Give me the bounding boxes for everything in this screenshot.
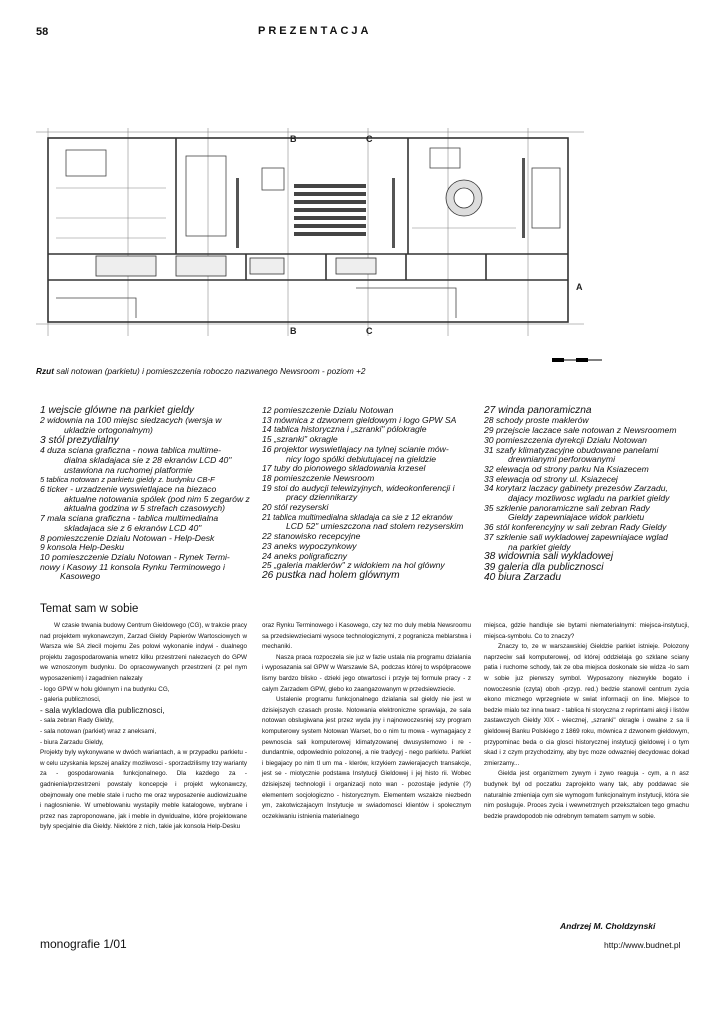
legend-item: 22 stanowisko recepcyjne (262, 531, 361, 542)
legend-item: 13 mównica z dzwonem gieldowym i logo GPW SA (262, 414, 457, 425)
legend-item: 8 pomieszczenie Dzialu Notowan - Help-Desk (40, 532, 215, 543)
legend-item: 18 pomieszczenie Newsroom (262, 472, 375, 483)
legend-item: 14 tablica historyczna i „szranki" pólokragle (262, 424, 427, 435)
legend-item: drewnianymi perforowanymi (508, 454, 615, 465)
legend-item: pracy dziennikarzy (286, 492, 358, 503)
legend-item: 15 „szranki" okragle (262, 434, 338, 445)
legend-item: 1 wejscie glówne na parkiet gieldy (40, 405, 195, 416)
list-item: - galeria publicznosci, (40, 696, 101, 704)
article-column-2 (262, 621, 471, 822)
legend-item: 4 duza sciana graficzna - nowa tablica multime- (40, 445, 222, 456)
legend-item: na parkiet gieldy (508, 541, 571, 552)
paragraph: Nasza praca rozpoczela sie juz w fazie ustala nia programu dzialania i wyposazania sal GPW w Warszawie SA, podczas której to wspólpracowe lismy bardzo blisko - dzieki jego otwartosci i przyje tej formule pracy - z calym Zarzadem GPW, glebo ko zaangazowanym w przedsiewziecie. (262, 653, 471, 693)
legend-column-2 (262, 406, 482, 581)
legend-item: 32 elewacja od strony parku Na Ksiazecem (484, 463, 649, 474)
legend-item: 25 „galeria maklerów" z widokiem na hol glówny (262, 560, 445, 571)
page-number: 58 (36, 26, 49, 38)
legend-item: 40 biura Zarzadu (484, 572, 562, 584)
legend-item: 9 konsola Help-Desku (40, 542, 125, 553)
floor-plan-drawing (36, 128, 584, 336)
legend-item: 31 szafy klimatyzacyjne obudowane panelami (484, 444, 659, 455)
legend-item: LCD 52" umieszczona nad stolem rezyserskim (286, 521, 464, 532)
paragraph: miejsca, gdzie handluje sie bytami niematerialnymi: miejsca-instytucji, miejsca-symbolu. Co to znaczy? (484, 622, 689, 640)
paragraph: Znaczy to, ze w warszawskiej Gieldzie parkiet istnieje. Polozony naprzeciw sali komputerowej, od której oddzielaja go szklane sciany patia i ruchome schody, tak ze oba miejsca doskonale sie widza -lo sam w sobie juz pierwszy symbol. Wyposazony niezwykle bogato i nowoczesnie (czyta) oboh -przyp. red.) bedzie stanowil centrum zycia ekono micznego wprzegniete w swiat informacji on line. Miejsce to bedzie mialo tez inna twarz - tablica hi storyczna z reprintami akcji i listów zastawczych Gieldy XIX - wiecznej, „szranki" okragle i owalne z sa li gieldowej Banku Polskiego z 1869 roku, mównica z dzwonem gieldowym, przypominac beda o cia glosci historycznej instytucji gieldowej i o tym skad i z czym przychodzimy, aby byc moze odwazniej decydowac dokad zmierzamy... (484, 643, 689, 767)
legend-item: 38 widownia sali wykladowej (484, 551, 614, 563)
legend-item: 37 szklenie sali wykladowej zapewniajace wglad (484, 531, 668, 542)
legend-item: Gieldy zapewniajace widok parkietu (508, 512, 645, 523)
paragraph: oraz Rynku Terminowego i Kasowego, czy tez mo duly mebla Newsroomu sa przedsiewzieciami wysoce technologicznymi, z pogranicza meblarstwa i mechaniki. (262, 622, 471, 651)
legend-column-1 (40, 406, 255, 582)
paragraph: W czasie trwania budowy Centrum Gieldowego (CG), w trakcie pracy nad projektem wykonawczym, Zarzad Gieldy Papierów Wartosciowych w Warsza wie SA zlecil mojemu Zes polowi wykonanie indywi - dualnego projektu zagospodarowania wnetrz kilku przestrzeni nalezacych do GPW we wznoszonym budynku. Do opracowywanych przestrzeni (z pel nym wyposazeniem) i zagadnien nalezaly (40, 622, 247, 682)
caption-bold: Rzut (36, 366, 54, 376)
legend-item: 28 schody proste maklerów (484, 415, 589, 426)
plan-axis-label: C (366, 134, 373, 144)
legend-item: 6 ticker - urzadzenie wyswietlajace na biezaco (40, 484, 217, 495)
list-item: - sala notowan (parkiet) wraz z aneksami, (40, 727, 157, 735)
legend-item: 19 stoi do audycji telewizyjnych, wideokonferencji i (262, 482, 455, 493)
legend-column-3 (484, 406, 699, 583)
legend-item: nowy i Kasowy 11 konsola Rynku Terminowego i (40, 561, 225, 572)
list-item: - sala wykladowa dla publicznosci, (40, 705, 165, 715)
legend-item: aktualna godzina w 5 strefach czasowych) (64, 503, 225, 514)
plan-axis-label: C (366, 326, 373, 336)
legend-item: 21 tablica multimedialna skladaja ca sie z 12 ekranów (262, 512, 453, 522)
list-item: - sala zebran Rady Gieldy, (40, 717, 114, 725)
legend-item: skladajaca sie z 6 ekranów LCD 40" (64, 522, 202, 533)
legend-item: nicy logo spólki debiutujacej na gieldzie (286, 453, 437, 464)
legend-item: 20 stól rezyserski (262, 502, 329, 513)
figure-caption (36, 366, 596, 376)
article-column-1 (40, 621, 247, 833)
legend-item: 29 przejscie laczace sale notowan z Newsroomem (484, 425, 677, 436)
legend-item: 35 szklenie panoramiczne sali zebran Rady (484, 502, 650, 513)
legend-item: 30 pomieszczenia dyrekcji Dzialu Notowan (484, 434, 647, 445)
legend-item: 2 widownia na 100 miejsc siedzacych (wersja w (40, 415, 222, 426)
legend-item: dajacy mozliwosc wgladu na parkiet gieldy (508, 493, 670, 504)
legend-item: 26 pustka nad holem glównym (262, 569, 400, 581)
legend-item: dialna skladajaca sie z 28 ekranów LCD 40" (64, 454, 232, 465)
footer-title: monografie 1/01 (40, 937, 127, 951)
legend-item: 39 galeria dla publicznosci (484, 561, 604, 573)
paragraph: Projekty byly wykonywane w dwóch wariantach, a w przypadku parkietu - w celu uzyskania lepszej analizy mozliwosci - sporzadzilismy trzy warianty za - gospodarowania funkcjonalnego. Dla kazdego za - gadnienia/przestrzeni powstaly koncepcje i projekt wykonawczy, obejmowaly one meble stale i rucho me oraz wyposazenie audiowizualne i naglosnienie. W umeblowaniu wystapily meble katalogowe, wybrane i przez nas zaproponowane, jak i meble in dywidualne, które projektowane byly specjalnie dla Gieldy. Niektóre z nich, takie jak konsola Help-Desku (40, 749, 247, 831)
legend-item: 24 aneks poligraficzny (262, 550, 348, 561)
legend-item: aktualne notowania spólek (pod nim 5 zegarów z (64, 493, 250, 504)
legend-item: Kasowego (60, 571, 101, 582)
footer-url: http://www.budnet.pl (604, 940, 681, 950)
plan-axis-label: A (576, 282, 583, 292)
paragraph: Ustalenie programu funkcjonalnego dzialania sal gieldy nie jest w dzisiejszych czasach proste. Notowania elektroniczne sprawiaja, ze sala notowan obslugiwana jest przez wyda jny i najnowoczesniej szy program komputerowy system Notowan Warset, bo o nim tu mowa - wymagajacy z pewnoscia sali komputerowej klimatyzowanej dwusystemowo i re - dundantnie, odpowiednio polozonej, a nie tradycyj - nego parkietu. Parkiet i biegajacy po nim tl um ma - klerów, krzykiem zawierajacych transakcje, jest se - miotycznie podstawa Instytucji Gieldowej i jej histo rii. Wobec dzisiejszej technologii i organizacji noto wan - pozostaje jedynie (?) elementem socjologiczno - historycznym. Elementem wszakze niezbedn ym, zakotwiczajacym Instytucje w swiadomosci klientów i spolecznym oczekiwaniu istnienia materialnego (262, 696, 471, 820)
legend-item: 34 korytarz laczacy gabinety prezesów Zarzadu, (484, 483, 668, 494)
legend-item: 10 pomieszczenie Dzialu Notowan - Rynek Termi- (40, 551, 230, 562)
legend-item: 5 tablica notowan z parkietu gieldy z. budynku CB-F (40, 475, 215, 485)
list-item: - logo GPW w holu glównym i na budynku CG, (40, 685, 170, 693)
caption-text: sali notowan (parkietu) i pomieszczenia roboczo nazwanego Newsroom - poziom +2 (53, 366, 366, 376)
list-item: - biura Zarzadu Gieldy, (40, 738, 104, 746)
legend-item: 17 tuby do pionowego skladowania krzesel (262, 463, 426, 474)
author-signature: Andrzej M. Choldzynski (560, 921, 656, 931)
legend-item: 12 pomieszczenie Dzialu Notowan (262, 405, 394, 415)
legend-item: 33 elewacja od strony ul. Ksiazecej (484, 473, 618, 484)
legend-item: 36 stól konferencyjny w sali zebran Rady Gieldy (484, 522, 667, 533)
section-title: PREZENTACJA (258, 25, 372, 37)
legend-item: 16 projektor wyswietlajacy na tylnej scianie mów- (262, 443, 449, 454)
legend-item: 3 stól prezydialny (40, 434, 119, 446)
legend-item: 23 aneks wypoczynkowy (262, 540, 357, 551)
article-column-3 (484, 621, 689, 822)
article-heading: Temat sam w sobie (40, 603, 139, 615)
legend-item: 27 winda panoramiczna (484, 405, 592, 416)
plan-axis-label: B (290, 134, 297, 144)
plan-axis-label: B (290, 326, 297, 336)
legend-item: ustawiona na ruchomej platformie (64, 464, 193, 475)
legend-item: ukladzie ortogonalnym) (64, 425, 153, 436)
legend-item: 7 mala sciana graficzna - tablica multimedialna (40, 513, 219, 524)
paragraph: Gielda jest organizmem zywym i zywo reaguja - cym, a n asz budynek byl od poczatku zaprojekto wany tak, aby poddawac sie naturalnie zmieniaja cym sie wymogom funkcjonalnym instytucji, która sie nim posluguje. Proces zycia i wewnetrznych przeksztalcen tego gmachu bedzie prawdopodob nie odrebnym tematem samym w sobie. (484, 770, 689, 820)
scale-bar (552, 356, 602, 364)
